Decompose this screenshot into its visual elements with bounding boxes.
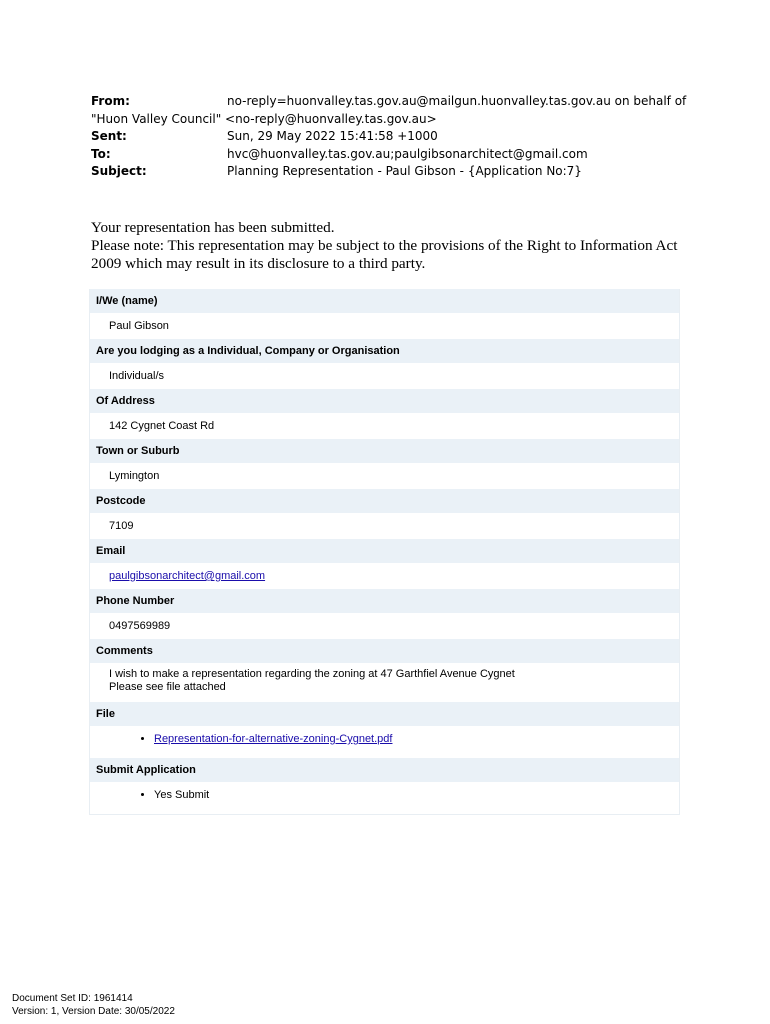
intro-line-note: Please note: This representation may be subject to the provisions of the Right to Information Act 2009 which may result in its disclosure to a third party. <box>91 237 678 272</box>
representation-form <box>89 289 680 815</box>
to-value: hvc@huonvalley.tas.gov.au;paulgibsonarchitect@gmail.com <box>227 146 588 161</box>
name-question: I/We (name) <box>90 289 679 313</box>
to-row <box>91 146 691 164</box>
to-label: To: <box>91 146 111 161</box>
postcode-answer: 7109 <box>109 520 134 532</box>
file-list <box>90 730 679 748</box>
submit-list <box>90 786 679 804</box>
comments-line-1: I wish to make a representation regarding the zoning at 47 Garthfiel Avenue Cygnet <box>109 668 515 680</box>
document-set-id: Document Set ID: 1961414 <box>12 993 133 1004</box>
comments-answer <box>90 663 679 702</box>
lodging-question: Are you lodging as a Individual, Company or Organisation <box>90 339 679 363</box>
file-link[interactable]: Representation-for-alternative-zoning-Cygnet.pdf <box>154 733 393 745</box>
email-header <box>91 93 691 181</box>
email-answer <box>90 563 679 589</box>
town-question: Town or Suburb <box>90 439 679 463</box>
phone-question: Phone Number <box>90 589 679 613</box>
submit-list-item: • Yes Submit <box>154 786 679 804</box>
submit-question: Submit Application <box>90 758 679 782</box>
submit-answer <box>90 782 679 814</box>
version-info: Version: 1, Version Date: 30/05/2022 <box>12 1006 175 1017</box>
intro-text <box>91 219 691 273</box>
from-value-continued: "Huon Valley Council" <no-reply@huonvalley.tas.gov.au> <box>91 111 437 126</box>
comments-question: Comments <box>90 639 679 663</box>
document-footer <box>12 992 175 1018</box>
sent-row <box>91 128 691 146</box>
address-question: Of Address <box>90 389 679 413</box>
postcode-question: Postcode <box>90 489 679 513</box>
subject-label: Subject: <box>91 164 147 178</box>
email-link[interactable]: paulgibsonarchitect@gmail.com <box>109 570 266 582</box>
file-list-item <box>154 730 679 748</box>
comments-line-2: Please see file attached <box>109 681 226 693</box>
from-label: From: <box>91 94 130 108</box>
address-answer: 142 Cygnet Coast Rd <box>109 420 215 432</box>
from-value: no-reply=huonvalley.tas.gov.au@mailgun.huonvalley.tas.gov.au on behalf of <box>227 94 687 108</box>
subject-row <box>91 163 691 181</box>
email-question: Email <box>90 539 679 563</box>
sent-label: Sent: <box>91 129 127 143</box>
file-question: File <box>90 702 679 726</box>
town-answer: Lymington <box>109 470 160 482</box>
subject-value: Planning Representation - Paul Gibson - {Application No:7} <box>227 164 582 178</box>
file-answer <box>90 726 679 758</box>
lodging-answer: Individual/s <box>109 370 165 382</box>
from-row-continued <box>91 111 691 129</box>
phone-answer: 0497569989 <box>109 620 171 632</box>
from-row <box>91 93 691 111</box>
name-answer: Paul Gibson <box>109 320 169 332</box>
sent-value: Sun, 29 May 2022 15:41:58 +1000 <box>227 129 438 143</box>
intro-line-submitted: Your representation has been submitted. <box>91 219 335 236</box>
